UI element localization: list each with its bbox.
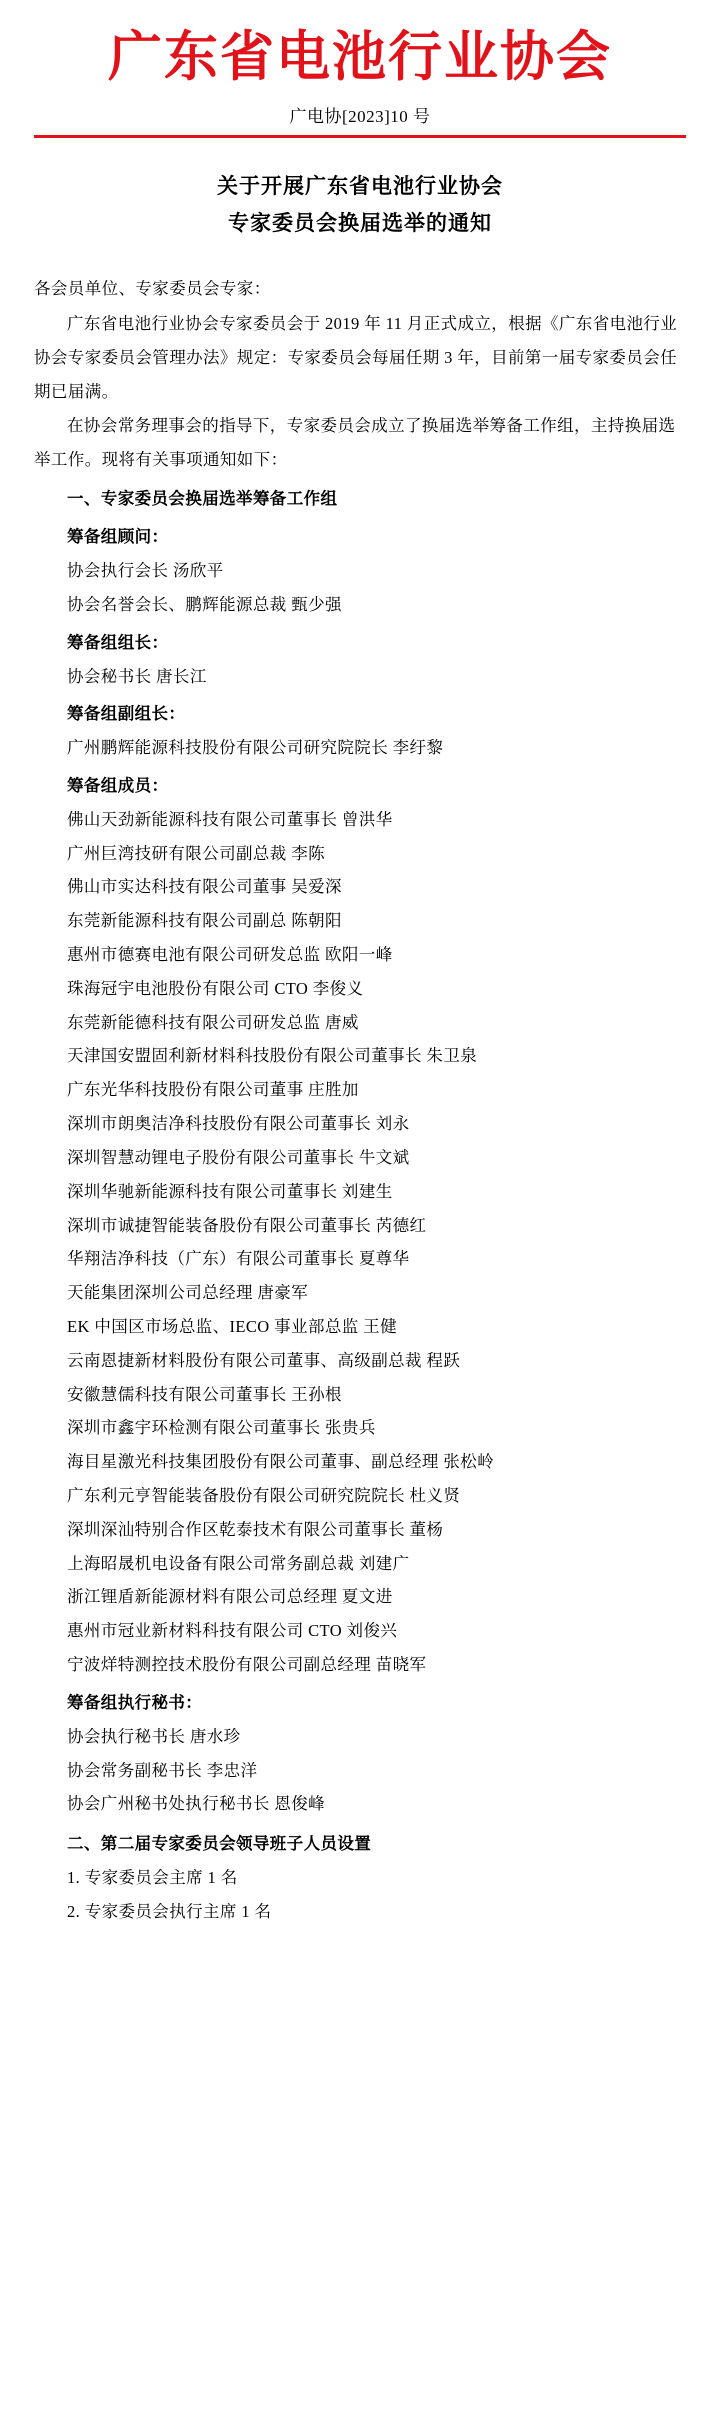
list-item: 1. 专家委员会主席 1 名 xyxy=(67,1867,238,1887)
list-item: 东莞新能德科技有限公司研发总监 唐威 xyxy=(67,1012,359,1032)
list-item: 佛山市实达科技有限公司董事 吴爱深 xyxy=(67,877,342,897)
list-item: EK 中国区市场总监、IECO 事业部总监 王健 xyxy=(67,1316,397,1336)
salutation: 各会员单位、专家委员会专家： xyxy=(34,278,271,298)
list-item: 广州鹏辉能源科技股份有限公司研究院院长 李纡黎 xyxy=(67,738,444,758)
group-label-deputy-leader: 筹备组副组长： xyxy=(67,704,186,724)
list-item: 安徽慧儒科技有限公司董事长 王孙根 xyxy=(67,1384,342,1404)
document-title-line-2: 专家委员会换届选举的通知 xyxy=(228,210,492,235)
list-item: 深圳市鑫宇环检测有限公司董事长 张贵兵 xyxy=(67,1418,376,1438)
section-2-heading: 二、第二届专家委员会领导班子人员设置 xyxy=(67,1834,372,1854)
list-item: 天津国安盟固利新材料科技股份有限公司董事长 朱卫泉 xyxy=(67,1046,478,1066)
list-item: 深圳华驰新能源科技有限公司董事长 刘建生 xyxy=(67,1181,393,1201)
list-item: 协会名誉会长、鹏辉能源总裁 甄少强 xyxy=(67,594,342,614)
list-item: 天能集团深圳公司总经理 唐豪军 xyxy=(67,1283,309,1303)
list-item: 上海昭晟机电设备有限公司常务副总裁 刘建广 xyxy=(67,1553,410,1573)
list-item: 云南恩捷新材料股份有限公司董事、高级副总裁 程跃 xyxy=(67,1350,461,1370)
list-item: 协会执行秘书长 唐水珍 xyxy=(67,1726,241,1746)
list-item: 佛山天劲新能源科技有限公司董事长 曾洪华 xyxy=(67,809,393,829)
document-title-line-1: 关于开展广东省电池行业协会 xyxy=(217,174,503,199)
list-item: 惠州市德赛电池有限公司研发总监 欧阳一峰 xyxy=(67,945,393,965)
list-item: 协会执行会长 汤欣平 xyxy=(67,561,224,581)
list-item: 深圳市朗奥洁净科技股份有限公司董事长 刘永 xyxy=(67,1114,410,1134)
list-item: 协会秘书长 唐长江 xyxy=(67,666,207,686)
list-item: 协会广州秘书处执行秘书长 恩俊峰 xyxy=(67,1794,326,1814)
document-title xyxy=(34,168,686,242)
red-divider-rule xyxy=(34,135,686,138)
list-item: 海目星激光科技集团股份有限公司董事、副总经理 张松岭 xyxy=(67,1452,495,1472)
paragraph-1: 广东省电池行业协会专家委员会于 2019 年 11 月正式成立，根据《广东省电池行业协会专家委员会管理办法》规定：专家委员会每届任期 3 年，目前第一届专家委员会任期已届满。 xyxy=(34,314,678,402)
organization-title: 广东省电池行业协会 xyxy=(108,27,612,87)
group-label-leader: 筹备组组长： xyxy=(67,632,169,652)
list-item: 浙江锂盾新能源材料有限公司总经理 夏文进 xyxy=(67,1587,393,1607)
list-item: 惠州市冠业新材料科技有限公司 CTO 刘俊兴 xyxy=(67,1621,398,1641)
list-item: 宁波烊特测控技术股份有限公司副总经理 苗晓军 xyxy=(67,1655,427,1675)
list-item: 广东光华科技股份有限公司董事 庄胜加 xyxy=(67,1080,359,1100)
list-item: 东莞新能源科技有限公司副总 陈朝阳 xyxy=(67,911,342,931)
section-1-heading: 一、专家委员会换届选举筹备工作组 xyxy=(67,489,338,509)
list-item: 深圳智慧动锂电子股份有限公司董事长 牛文斌 xyxy=(67,1147,410,1167)
list-item: 广东利元亨智能装备股份有限公司研究院院长 杜义贤 xyxy=(67,1486,461,1506)
letterhead xyxy=(34,26,686,127)
list-item: 深圳深汕特别合作区乾泰技术有限公司董事长 董杨 xyxy=(67,1519,444,1539)
list-item: 华翔洁净科技（广东）有限公司董事长 夏尊华 xyxy=(67,1249,410,1269)
document-number: 广电协[2023]10 号 xyxy=(289,107,431,127)
list-item: 广州巨湾技研有限公司副总裁 李陈 xyxy=(67,843,326,863)
list-item: 2. 专家委员会执行主席 1 名 xyxy=(67,1901,272,1921)
group-label-advisors: 筹备组顾问： xyxy=(67,527,169,547)
group-label-members: 筹备组成员： xyxy=(67,775,169,795)
list-item: 协会常务副秘书长 李忠洋 xyxy=(67,1760,258,1780)
document-body xyxy=(34,272,686,1929)
list-item: 珠海冠宇电池股份有限公司 CTO 李俊义 xyxy=(67,978,364,998)
paragraph-2: 在协会常务理事会的指导下，专家委员会成立了换届选举筹备工作组，主持换届选举工作。现将有关事项通知如下： xyxy=(34,415,676,469)
group-label-executive-secretary: 筹备组执行秘书： xyxy=(67,1692,203,1712)
list-item: 深圳市诚捷智能装备股份有限公司董事长 芮德红 xyxy=(67,1215,427,1235)
